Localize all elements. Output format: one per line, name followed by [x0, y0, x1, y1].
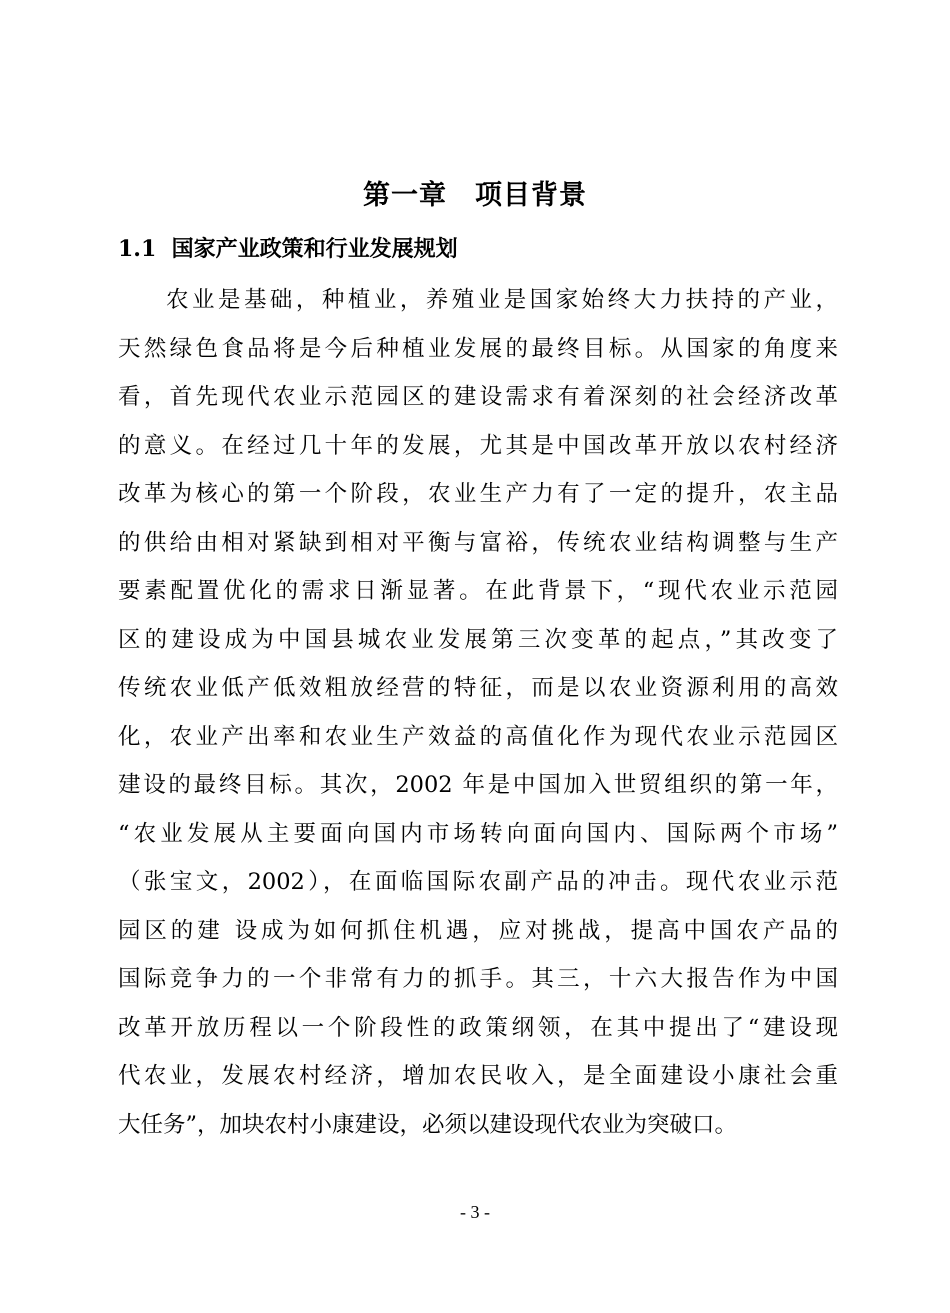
body-paragraph	[118, 276, 838, 1149]
paragraph-line: 的供给由相对紧缺到相对平衡与富裕，传统农业结构调整与生产	[118, 529, 838, 556]
paragraph-line: “农业发展从主要面向国内市场转向面向国内、国际两个市场”	[118, 820, 838, 847]
paragraph-line: 化，农业产出率和农业生产效益的高值化作为现代农业示范园区	[118, 723, 838, 750]
paragraph-line: 的意义。在经过几十年的发展，尤其是中国改革开放以农村经济	[118, 432, 838, 459]
paragraph-line: 要素配置优化的需求日渐显著。在此背景下，“现代农业示范园	[118, 578, 838, 604]
page-number: - 3 -	[460, 1202, 490, 1222]
paragraph-line: 代农业，发展农村经济，增加农民收入，是全面建设小康社会重	[118, 1063, 838, 1089]
paragraph-line: 改革开放历程以一个阶段性的政策纲领，在其中提出了“建设现	[118, 1014, 838, 1041]
paragraph-line: 农业是基础，种植业，养殖业是国家始终大力扶持的产业，	[166, 287, 838, 313]
paragraph-line: 天然绿色食品将是今后种植业发展的最终目标。从国家的角度来	[118, 335, 838, 362]
paragraph-line: 大任务”，加块农村小康建设，必须以建设现代农业为突破口。	[118, 1111, 738, 1138]
paragraph-line: （张宝文，2002），在面临国际农副产品的冲击。现代农业示范	[118, 869, 838, 895]
paragraph-line: 改革为核心的第一个阶段，农业生产力有了一定的提升，农主品	[118, 481, 838, 507]
paragraph-line: 园区的建 设成为如何抓住机遇，应对挑战，提高中国农产品的	[118, 917, 838, 944]
paragraph-line: 国际竞争力的一个非常有力的抓手。其三，十六大报告作为中国	[118, 966, 838, 992]
paragraph-line: 区的建设成为中国县城农业发展第三次变革的起点，”其改变了	[118, 626, 838, 653]
paragraph-line: 建设的最终目标。其次，2002 年是中国加入世贸组织的第一年，	[118, 772, 838, 798]
section-heading: 1.1 国家产业政策和行业发展规划	[118, 236, 458, 262]
paragraph-line: 传统农业低产低效粗放经营的特征，而是以农业资源利用的高效	[118, 675, 838, 701]
chapter-title: 第一章 项目背景	[363, 180, 587, 211]
paragraph-line: 看，首先现代农业示范园区的建设需求有着深刻的社会经济改革	[118, 384, 838, 410]
